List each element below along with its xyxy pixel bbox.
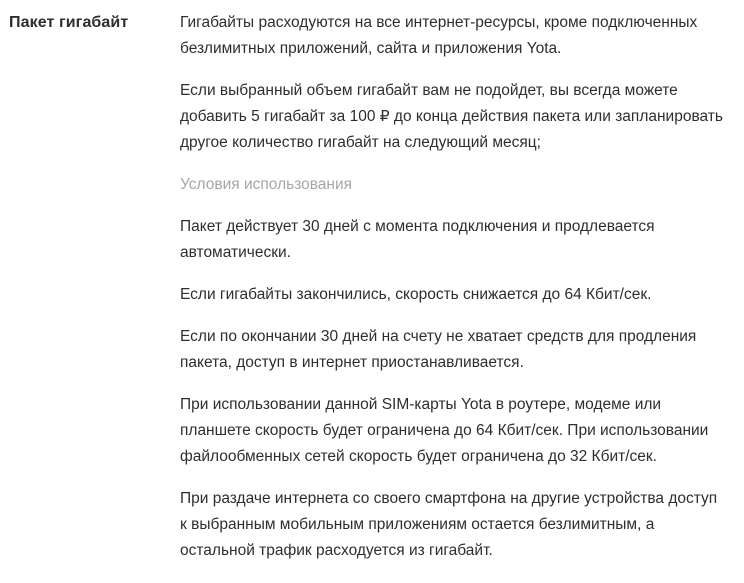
- terms-paragraph: Если по окончании 30 дней на счету не хватает средств для продления пакета, доступ в интернет приостанавливается.: [180, 328, 697, 371]
- description-paragraph: Гигабайты расходуются на все интернет-ресурсы, кроме подключенных безлимитных приложений, сайта и приложения Yota.: [180, 14, 698, 57]
- row-label-gigabyte-package: Пакет гигабайт: [9, 14, 129, 31]
- subheading-terms-of-use: Условия использования: [180, 176, 353, 193]
- terms-paragraph: Пакет действует 30 дней с момента подключения и продлевается автоматически.: [180, 218, 655, 261]
- terms-paragraph: При раздаче интернета со своего смартфона на другие устройства доступ к выбранным мобильным приложениям остается безлимитным, а остальной трафик расходуется из гигабайт.: [180, 490, 718, 559]
- terms-paragraph: Если гигабайты закончились, скорость снижается до 64 Кбит/сек.: [180, 286, 652, 303]
- description-paragraph: Если выбранный объем гигабайт вам не подойдет, вы всегда можете добавить 5 гигабайт за 100 ₽ до конца действия пакета или запланировать другое количество гигабайт на следующий месяц;: [180, 82, 723, 151]
- terms-paragraph: При использовании данной SIM-карты Yota в роутере, модеме или планшете скорость будет ограничена до 64 Кбит/сек. При использовании файлообменных сетей скорость будет ограничена до 32 Кбит/сек.: [180, 396, 709, 465]
- row-description: [180, 10, 728, 580]
